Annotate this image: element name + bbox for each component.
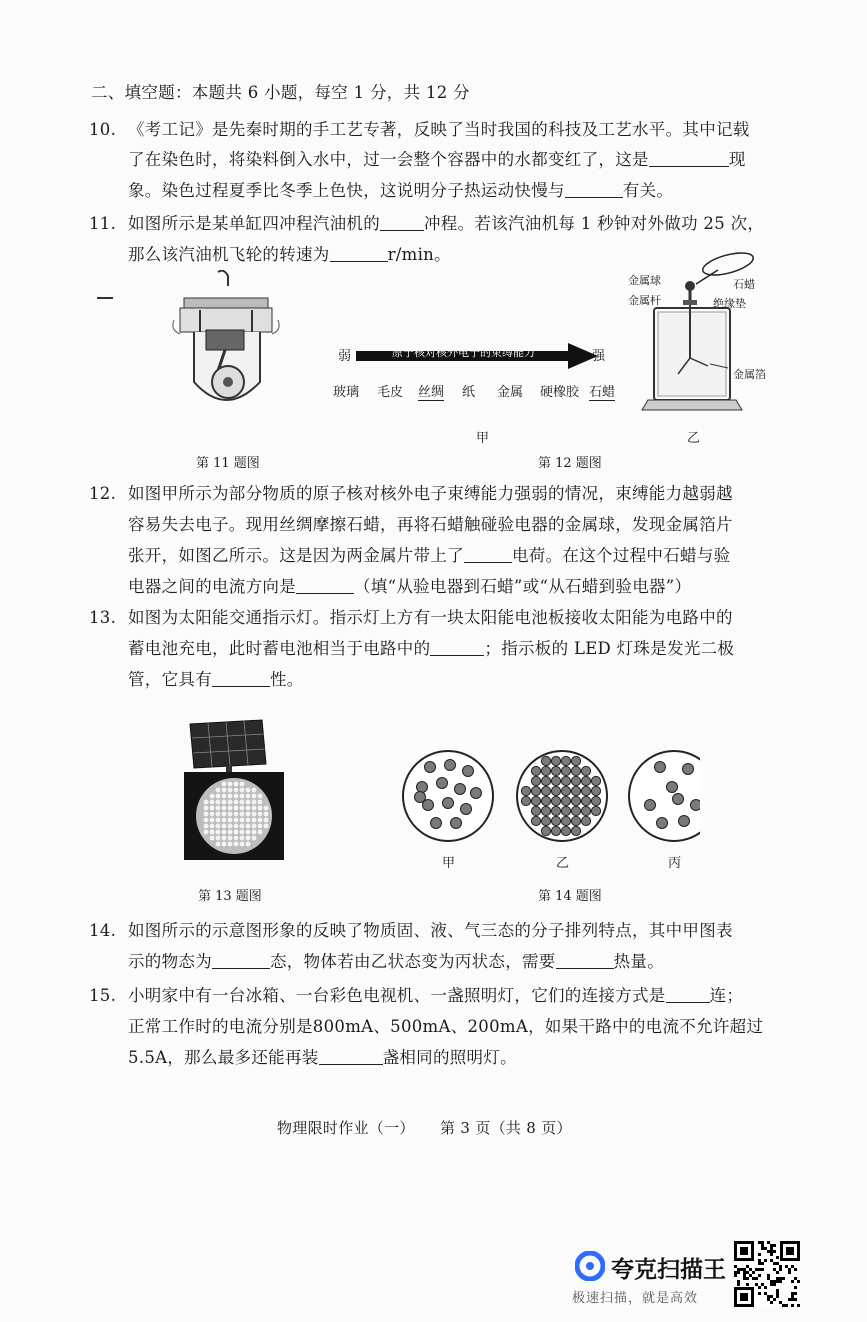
q14-blank1[interactable] [212, 952, 270, 969]
q12-line1: 如图甲所示为部分物质的原子核对核外电子束缚能力强弱的情况，束缚能力越弱越 [128, 484, 733, 503]
fig11-caption: 第 11 题图 [196, 456, 260, 471]
q11-line1-text: 如图所示是某单缸四冲程汽油机的 [128, 214, 380, 233]
q14-number: 14. [89, 921, 117, 940]
q11-blank1[interactable] [380, 214, 424, 231]
q13-line3 [128, 669, 304, 691]
fig12-label-jia: 甲 [476, 431, 490, 446]
fig12-caption: 第 12 题图 [538, 456, 602, 471]
q11-blank2[interactable] [330, 245, 388, 262]
electroscope-ball-label: 金属球 [628, 274, 661, 287]
fig14-label-bing: 丙 [668, 856, 682, 871]
q13-line3-text: 管，它具有 [128, 670, 212, 689]
electroscope-foil-label: 金属箔 [733, 368, 766, 381]
electroscope-wax-label: 石蜡 [733, 278, 755, 291]
q12-blank2[interactable] [296, 577, 354, 594]
q12-blank1[interactable] [464, 546, 512, 563]
q12-line3-end: 电荷。在这个过程中石蜡与验 [512, 546, 731, 565]
q11-line2 [128, 244, 451, 266]
q14-line2-mid: 态，物体若由乙状态变为丙状态，需要 [270, 952, 556, 971]
q12-line3 [128, 545, 730, 567]
q10-line2-end: 现 [728, 150, 746, 169]
q13-line2-text: 蓄电池充电，此时蓄电池相当于电路中的 [128, 639, 431, 658]
q13-line2 [128, 638, 734, 660]
state-yi-circle [517, 751, 607, 841]
fig11-engine-diagram [170, 270, 282, 420]
q10-number: 10. [89, 120, 117, 139]
q15-line1-text: 小明家中有一台冰箱、一台彩色电视机、一盏照明灯，它们的连接方式是 [128, 986, 666, 1005]
fig14-label-jia: 甲 [442, 856, 456, 871]
q11-number: 11. [89, 214, 117, 233]
q15-line3-end: 盏相同的照明灯。 [382, 1048, 517, 1067]
q15-line2: 正常工作时的电流分别是800mA、500mA、200mA，如果干路中的电流不允许超过 [128, 1017, 764, 1036]
q13-line3-end: 性。 [270, 670, 304, 689]
electroscope-pad-label: 绝缘垫 [713, 297, 746, 310]
section-title: 二、填空题：本题共 6 小题，每空 1 分，共 12 分 [91, 83, 470, 102]
q12-line3-text: 张开，如图乙所示。这是因为两金属片带上了 [128, 546, 464, 565]
q12-number: 12. [89, 484, 117, 503]
q11-line1 [128, 213, 764, 235]
q14-line2 [128, 951, 664, 973]
fig12-label-yi: 乙 [687, 431, 701, 446]
q10-line2-text: 了在染色时，将染料倒入水中，过一会整个容器中的水都变红了，这是 [128, 150, 649, 169]
brand-name: 夸克扫描王 [611, 1257, 726, 1283]
brand-logo-icon [575, 1251, 605, 1281]
q12-line4 [128, 576, 691, 598]
q10-line3-text: 象。染色过程夏季比冬季上色快，这说明分子热运动快慢与 [128, 181, 565, 200]
q15-line1-end: 连； [709, 986, 744, 1005]
material-wax: 石蜡 [589, 381, 615, 401]
q11-line2-end: r/min。 [387, 245, 451, 264]
material-paper: 纸 [462, 385, 476, 400]
q10-line3 [128, 180, 673, 202]
q11-line2-text: 那么该汽油机飞轮的转速为 [128, 245, 330, 264]
q15-line3 [128, 1047, 517, 1069]
brand-slogan: 极速扫描，就是高效 [572, 1291, 699, 1306]
page-footer: 物理限时作业（一） 第 3 页（共 8 页） [277, 1119, 572, 1137]
fig11-margin-mark [97, 297, 113, 299]
q13-number: 13. [89, 608, 117, 627]
material-fur: 毛皮 [377, 385, 404, 400]
q15-blank1[interactable] [666, 986, 710, 1003]
fig12-arrow-label: 原子核对核外电子的束缚能力 [392, 346, 535, 359]
q15-line1 [128, 985, 743, 1007]
material-metal: 金属 [497, 385, 524, 400]
q10-line1: 《考工记》是先秦时期的手工艺专著，反映了当时我国的科技及工艺水平。其中记载 [128, 120, 750, 139]
q10-blank1[interactable] [649, 150, 729, 167]
q13-line1: 如图为太阳能交通指示灯。指示灯上方有一块太阳能电池板接收太阳能为电路中的 [128, 608, 733, 627]
material-glass: 玻璃 [333, 385, 360, 400]
q12-line4-end: （填“从验电器到石蜡”或“从石蜡到验电器”） [354, 577, 692, 596]
q10-blank2[interactable] [565, 181, 623, 198]
fig12-strong-label: 强 [592, 349, 606, 364]
q12-line4-text: 电器之间的电流方向是 [128, 577, 296, 596]
q10-line2 [128, 149, 746, 171]
q13-line2-end: ；指示板的 LED 灯珠是发光二极 [484, 639, 735, 658]
fig12-weak-label: 弱 [338, 349, 352, 364]
q13-blank2[interactable] [212, 670, 270, 687]
q14-line2-end: 热量。 [613, 952, 665, 971]
q14-line1: 如图所示的示意图形象的反映了物质固、液、气三态的分子排列特点，其中甲图表 [128, 921, 733, 940]
fig13-solar-light-image [180, 718, 292, 862]
material-rubber: 硬橡胶 [540, 385, 580, 400]
fig14-molecule-diagram [400, 747, 700, 847]
q14-line2-text: 示的物态为 [128, 952, 212, 971]
q15-blank2[interactable] [319, 1048, 383, 1065]
q15-line3-text: 5.5A，那么最多还能再装 [128, 1048, 319, 1067]
fig14-label-yi: 乙 [556, 856, 570, 871]
fig14-caption: 第 14 题图 [538, 889, 602, 904]
q15-number: 15. [89, 986, 117, 1005]
qr-code-icon[interactable] [734, 1241, 800, 1307]
electroscope-rod-label: 金属杆 [628, 294, 661, 307]
q10-line3-end: 有关。 [622, 181, 674, 200]
q14-blank2[interactable] [556, 952, 614, 969]
fig13-caption: 第 13 题图 [198, 889, 262, 904]
q11-line1-end: 冲程。若该汽油机每 1 秒钟对外做功 25 次， [424, 214, 765, 233]
q12-line2: 容易失去电子。现用丝绸摩擦石蜡，再将石蜡触碰验电器的金属球，发现金属箔片 [128, 515, 733, 534]
material-silk: 丝绸 [418, 381, 444, 401]
q13-blank1[interactable] [430, 639, 484, 656]
